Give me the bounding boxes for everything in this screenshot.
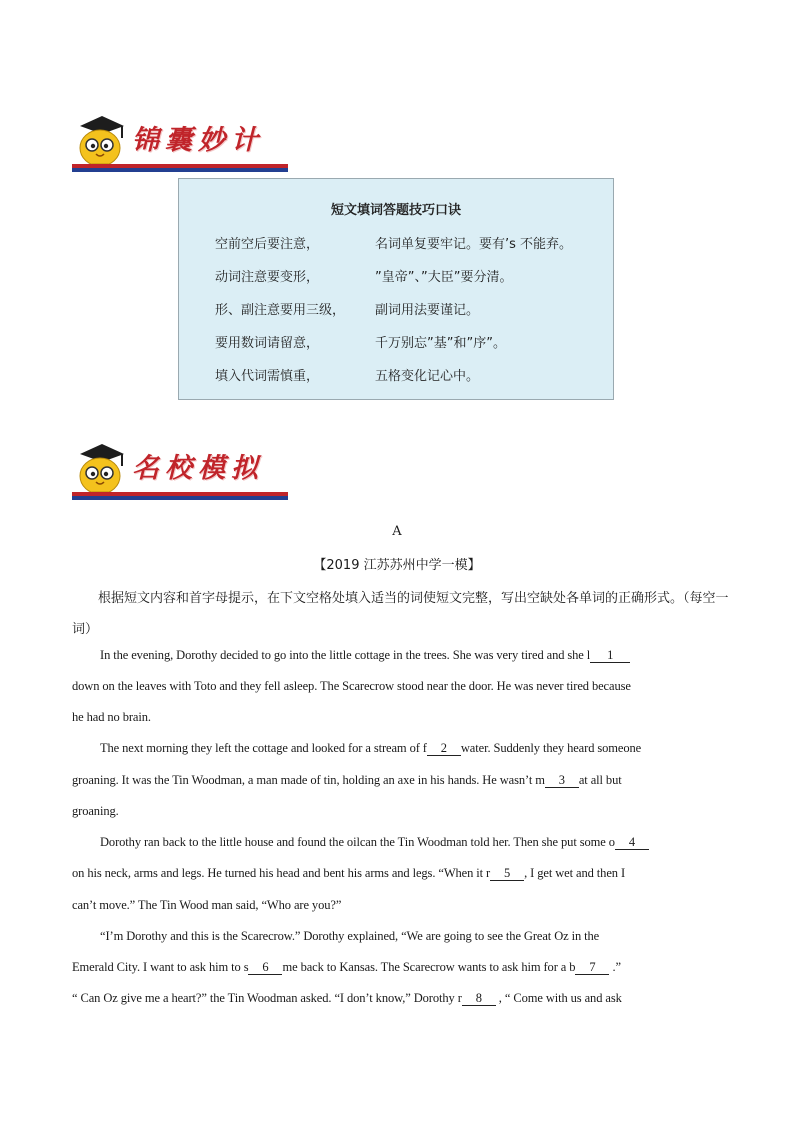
tips-banner bbox=[72, 112, 288, 174]
tip-right: 名词单复要牢记。要有’s 不能弃。 bbox=[375, 237, 573, 252]
passage-line bbox=[100, 741, 641, 756]
line-text: Dorothy ran back to the little house and found the oilcan the Tin Woodman told her. Then she put some o bbox=[100, 835, 615, 849]
line-text: “I’m Dorothy and this is the Scarecrow.” Dorothy explained, “We are going to see the Great Oz in the bbox=[100, 929, 600, 943]
passage-line bbox=[100, 648, 630, 663]
tip-right: 五格变化记心中。 bbox=[375, 369, 480, 384]
tip-left: 动词注意要变形， bbox=[215, 270, 320, 285]
line-text: down on the leaves with Toto and they fell asleep. The Scarecrow stood near the door. He was never tired because bbox=[72, 679, 631, 693]
line-text: The next morning they left the cottage and looked for a stream of f bbox=[100, 741, 427, 755]
answer-blank[interactable]: 4 bbox=[615, 835, 649, 850]
answer-blank[interactable]: 3 bbox=[545, 773, 579, 788]
exercise-source: 【2019 江苏苏州中学一模】 bbox=[313, 558, 481, 573]
line-text: , “ Come with us and ask bbox=[495, 991, 622, 1005]
passage-line bbox=[72, 804, 119, 819]
tip-left: 要用数词请留意， bbox=[215, 336, 320, 351]
line-text: he had no brain. bbox=[72, 710, 151, 724]
exercise-instruction: 根据短文内容和首字母提示，在下文空格处填入适当的词使短文完整，写出空缺处各单词的正确形式。（每空一词） bbox=[72, 591, 729, 637]
answer-blank[interactable]: 7 bbox=[575, 960, 609, 975]
passage-line bbox=[100, 929, 599, 944]
line-text: water. Suddenly they heard someone bbox=[460, 741, 642, 755]
line-text: groaning. It was the Tin Woodman, a man made of tin, holding an axe in his hands. He wasn’t m bbox=[72, 773, 545, 787]
banner-blue-bar bbox=[72, 168, 288, 172]
line-text: Emerald City. I want to ask him to s bbox=[72, 960, 249, 974]
line-text: me back to Kansas. The Scarecrow wants to ask him for a b bbox=[282, 960, 576, 974]
line-text: groaning. bbox=[72, 804, 119, 818]
line-text: “ Can Oz give me a heart?” the Tin Woodman asked. “I don’t know,” Dorothy r bbox=[72, 991, 462, 1005]
passage-line bbox=[72, 866, 625, 881]
mock-banner-title: 名校模拟 bbox=[132, 453, 264, 484]
answer-blank[interactable]: 1 bbox=[590, 648, 630, 663]
passage-line bbox=[72, 679, 631, 694]
section-label: A bbox=[392, 524, 402, 539]
tip-left: 空前空后要注意， bbox=[215, 237, 320, 252]
line-text: In the evening, Dorothy decided to go into the little cottage in the trees. She was very tired and she l bbox=[100, 648, 591, 662]
answer-blank[interactable]: 5 bbox=[490, 866, 524, 881]
line-text: .” bbox=[609, 960, 621, 974]
answer-blank[interactable]: 6 bbox=[248, 960, 282, 975]
answer-blank[interactable]: 8 bbox=[462, 991, 496, 1006]
passage-line bbox=[72, 710, 151, 725]
tips-box-title: 短文填词答题技巧口诀 bbox=[330, 203, 461, 218]
line-text: on his neck, arms and legs. He turned his head and bent his arms and legs. “When it r bbox=[72, 866, 491, 880]
line-text: can’t move.” The Tin Wood man said, “Who are you?” bbox=[72, 898, 342, 912]
mock-banner bbox=[72, 440, 288, 502]
passage-line bbox=[72, 898, 341, 913]
answer-blank[interactable]: 2 bbox=[427, 741, 461, 756]
tip-right: ”皇帝”、”大臣”要分清。 bbox=[375, 270, 513, 285]
tip-left: 形、副注意要用三级， bbox=[215, 303, 346, 318]
passage-line bbox=[100, 835, 649, 850]
tip-left: 填入代词需慎重， bbox=[215, 369, 320, 384]
tip-right: 副词用法要谨记。 bbox=[375, 303, 480, 318]
line-text: at all but bbox=[578, 773, 622, 787]
tip-right: 千万别忘”基”和”序”。 bbox=[375, 336, 506, 351]
tips-banner-title: 锦囊妙计 bbox=[132, 125, 264, 156]
tips-box bbox=[178, 178, 614, 400]
line-text: , I get wet and then I bbox=[524, 866, 626, 880]
passage-line bbox=[72, 773, 622, 788]
banner-blue-bar bbox=[72, 496, 288, 500]
passage-line bbox=[72, 960, 621, 975]
passage-line bbox=[72, 991, 622, 1006]
